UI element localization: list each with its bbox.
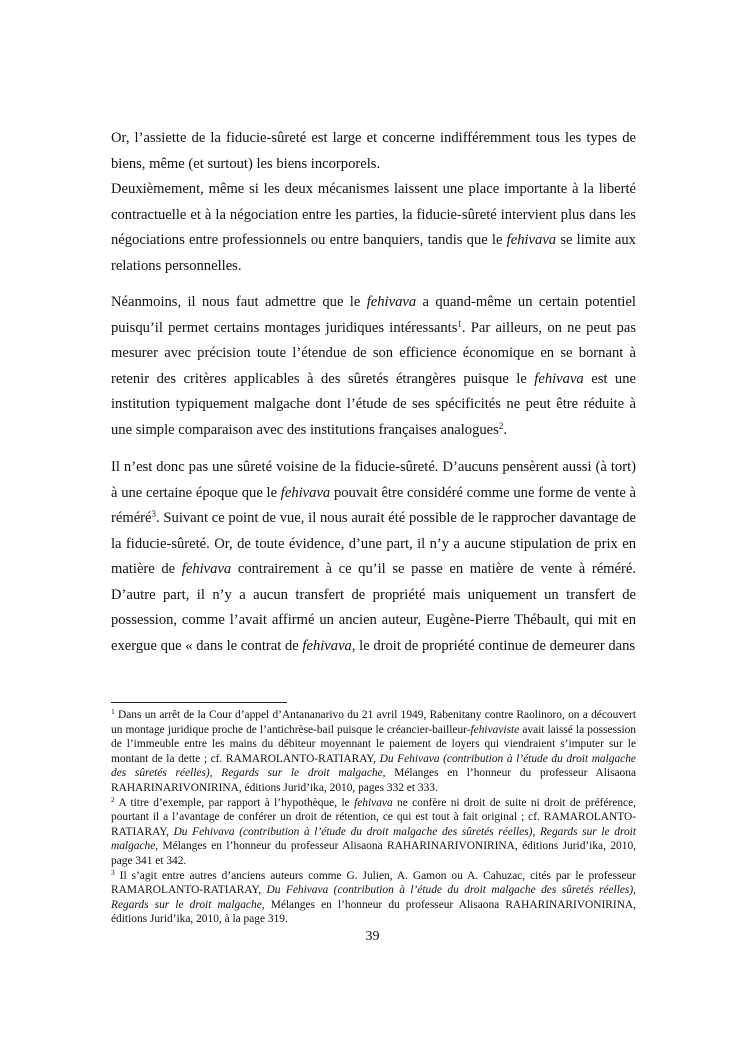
footnote-1: $^1$ Dans un arrêt de la Cour d’appel d’Antananarivo du 21 avril 1949, Rabenitany contre Raolinoro, on a découvert un montage juridique proche de l’antichrèse-bail puisque le créancier-bailleur-fehivaviste avait laissé la possession de l’immeuble entre les mains du débiteur moyennant le paiement de loyers qui viendraient s’imputer sur le montant de la dette ; cf. RAMAROLANTO-RATIARAY, Du Fehivava (contribution à l’étude du droit malgache des sûretés réelles), Regards sur le droit malgache, Mélanges en l’honneur du professeur Alisaona RAHARINARIVONIRINA, éditions Jurid’ika, 2010, pages 332 et 333. (111, 707, 636, 794)
footnote-3: $^3$ Il s’agit entre autres d’anciens auteurs comme G. Julien, A. Gamon ou A. Cahuzac, cités par le professeur RAMAROLANTO-RATIARAY, Du Fehivava (contribution à l’étude du droit malgache des sûretés réelles), Regards sur le droit malgache, Mélanges en l’honneur du professeur Alisaona RAHARINARIVONIRINA, éditions Jurid’ika, 2010, à la page 319. (111, 867, 636, 926)
page-number: 39 (365, 929, 380, 944)
footnote-number: 3 (111, 867, 115, 877)
footnote-number: 2 (111, 794, 115, 804)
footnote-2: $^2$ A titre d’exemple, par rapport à l’hypothèque, le fehivava ne confère ni droit de suite ni droit de préférence, pourtant il a l’avantage de conférer un droit de rétention, ce qui est tout à fait original ; cf. RAMAROLANTO-RATIARAY, Du Fehivava (contribution à l’étude du droit malgache des sûretés réelles), Regards sur le droit malgache, Mélanges en l’honneur du professeur Alisaona RAHARINARIVONIRINA, éditions Jurid’ika, 2010, page 341 et 342. (111, 794, 636, 867)
citation-title: Du Fehivava (contribution à l’étude du droit malgache des sûretés réelles), Regards sur le droit malgache, (111, 752, 636, 780)
paragraph-block-intro (111, 126, 636, 279)
footnote-separator (111, 702, 287, 703)
citation-title: Du Fehivava (contribution à l’étude du droit malgache des sûretés réelles), Regards sur le droit malgache, (111, 884, 636, 911)
term-fehivava: fehivava (280, 484, 331, 501)
term-fehivava: fehivava (534, 370, 584, 387)
paragraph-block-surete-voisine (111, 455, 636, 659)
paragraph-assiette: Or, l’assiette de la fiducie-sûreté est large et concerne indifféremment tous les types de biens, même (et surtout) les biens incorporels. (111, 130, 636, 172)
paragraph-surete-voisine: Il n’est donc pas une sûreté voisine de la fiducie-sûreté. D’aucuns pensèrent aussi (à tort) à une certaine époque que le fehivava pouvait être considéré comme une forme de vente à réméré$^3$. Suivant ce point de vue, il nous aurait été possible de le rapprocher davantage de la fiducie-sûreté. Or, de toute évidence, d’une part, il n’y a aucune stipulation de prix en matière de fehivava contrairement à ce qu’il se passe en matière de vente à réméré. D’autre part, il n’y a aucun transfert de propriété mais uniquement un transfert de possession, comme l’avait affirmé un ancien auteur, Eugène-Pierre Thébault, qui mit en exergue que « dans le contrat de fehivava, le droit de propriété continue de demeurer dans (111, 459, 636, 654)
paragraph-deuxiemement: Deuxièmement, même si les deux mécanismes laissent une place importante à la liberté contractuelle et à la négociation entre les parties, la fiducie-sûreté intervient plus dans les négociations entre professionnels ou entre banquiers, tandis que le fehivava se limite aux relations personnelles. (111, 181, 636, 274)
term-fehivava: fehivava (181, 561, 232, 577)
citation-title: Du Fehivava (contribution à l’étude du droit malgache des sûretés réelles), Regards sur le droit malgache, (111, 825, 636, 853)
term-fehivava: fehivava (366, 294, 417, 310)
paragraph-block-neanmoins (111, 290, 636, 443)
footnote-ref-3[interactable]: 3 (151, 509, 157, 519)
paragraph-neanmoins: Néanmoins, il nous faut admettre que le fehivava a quand-même un certain potentiel puisqu’il permet certains montages juridiques intéressants$^1$. Par ailleurs, on ne peut pas mesurer avec précision toute l’étendue de son efficience économique en se bornant à retenir des critères applicables à des sûretés étrangères puisque le fehivava est une institution typiquement malgache dont l’étude de ses spécificités ne peut être réduite à une simple comparaison avec des institutions françaises analogues$^2$. (111, 294, 636, 438)
term-fehivava: fehivava (302, 637, 352, 654)
footnote-number: 1 (111, 707, 115, 716)
footnote-ref-2[interactable]: 2 (498, 420, 504, 431)
footnotes (111, 708, 636, 927)
term-fehivava: fehivava (506, 232, 557, 248)
footnote-ref-1[interactable]: 1 (457, 318, 462, 329)
